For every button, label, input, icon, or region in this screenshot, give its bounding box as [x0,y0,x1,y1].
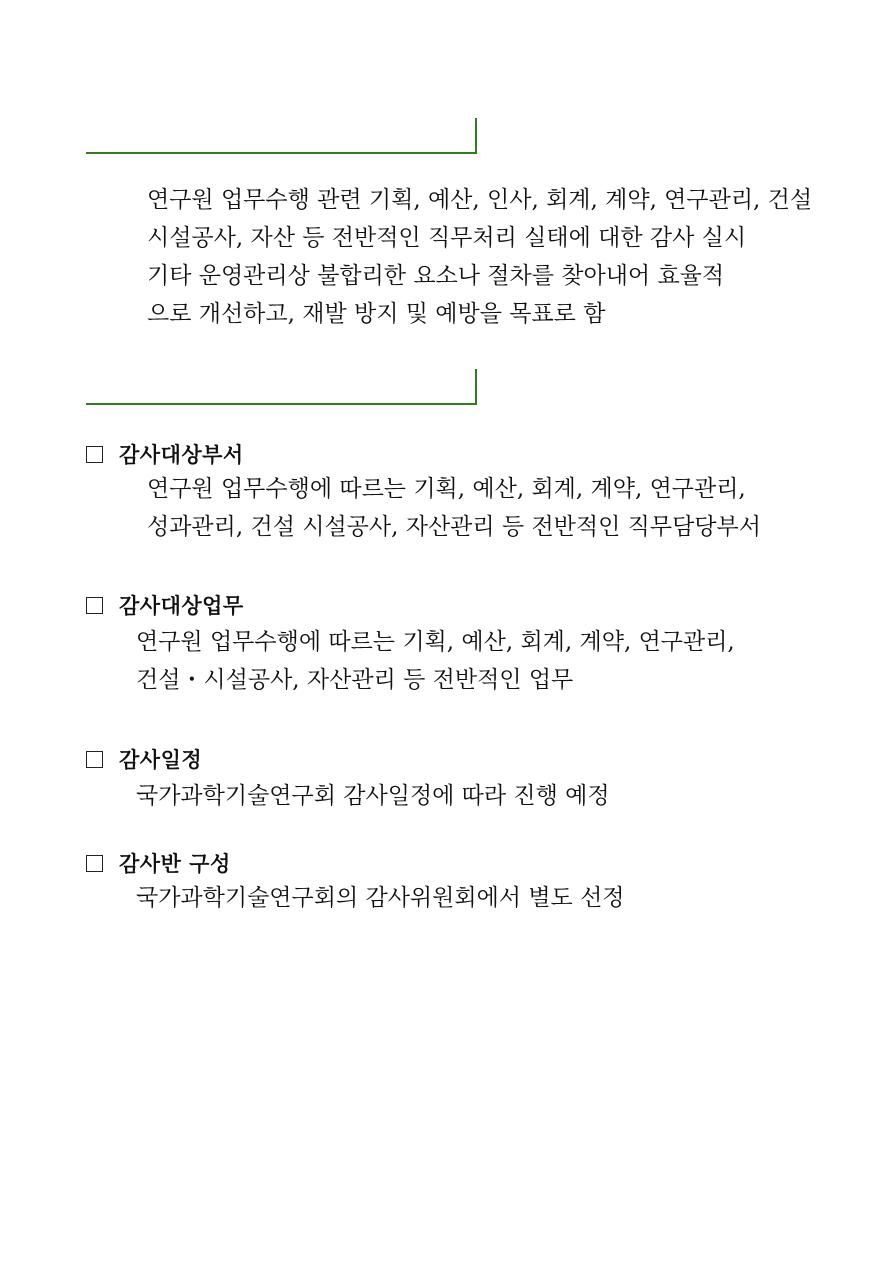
intro-line: 으로 개선하고, 재발 방지 및 예방을 목표로 함 [147,301,606,327]
intro-line: 기타 운영관리상 불합리한 요소나 절차를 찾아내어 효율적 [147,263,725,289]
section-heading-audit-departments [86,440,244,468]
section-heading-audit-team [86,849,231,877]
checkbox-icon [86,751,103,768]
section-heading-audit-tasks [86,591,244,619]
section-body-line: 연구원 업무수행에 따르는 기획, 예산, 회계, 계약, 연구관리, [136,629,735,655]
intro-line: 시설공사, 자산 등 전반적인 직무처리 실태에 대한 감사 실시 [147,225,747,251]
section-body-line: 건설・시설공사, 자산관리 등 전반적인 업무 [136,667,574,693]
intro-line: 연구원 업무수행 관련 기획, 예산, 인사, 회계, 계약, 연구관리, 건설 [147,187,813,213]
checkbox-icon [86,446,103,463]
section-header-bar [86,369,477,405]
section-body-line: 연구원 업무수행에 따르는 기획, 예산, 회계, 계약, 연구관리, [147,476,746,502]
section-heading-audit-schedule [86,745,202,773]
section-title: 감사대상업무 [119,594,244,618]
checkbox-icon [86,597,103,614]
section-body-line: 국가과학기술연구회 감사일정에 따라 진행 예정 [136,783,610,809]
section-header-bar [86,118,477,154]
section-title: 감사일정 [119,748,203,772]
section-title: 감사반 구성 [119,852,231,876]
section-body-line: 국가과학기술연구회의 감사위원회에서 별도 선정 [136,885,625,911]
checkbox-icon [86,855,103,872]
section-body-line: 성과관리, 건설 시설공사, 자산관리 등 전반적인 직무담당부서 [147,514,761,540]
section-title: 감사대상부서 [119,443,244,467]
